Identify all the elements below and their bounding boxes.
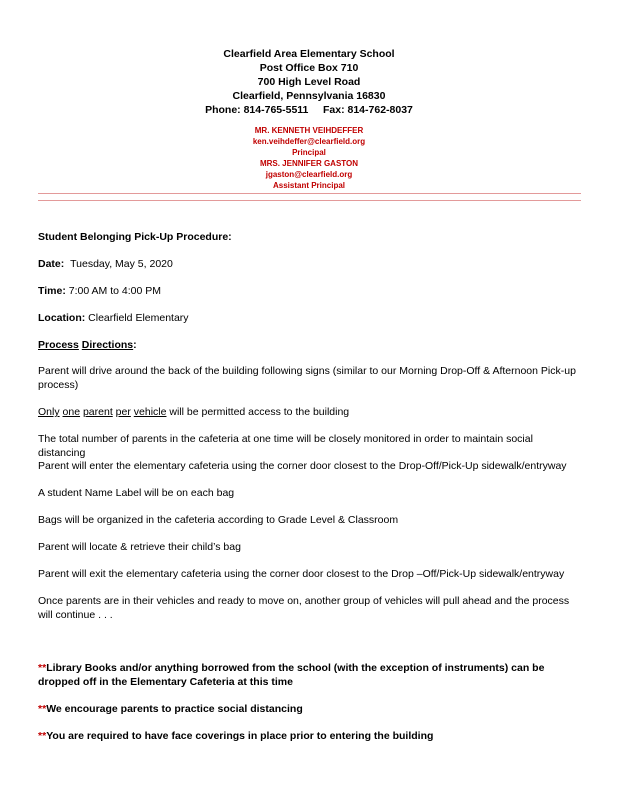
header-divider-bottom [38, 200, 581, 201]
process-word: Process [38, 339, 79, 351]
time-value: 7:00 AM to 4:00 PM [68, 285, 161, 297]
city-state-zip: Clearfield, Pennsylvania 16830 [232, 90, 386, 102]
note-library-text: Library Books and/or anything borrowed from the school (with the exception of instruments) can be dropped off in the Elementary Cafeteria at this time [38, 662, 545, 688]
assistant-principal-title: Assistant Principal [272, 181, 346, 190]
date-value: Tuesday, May 5, 2020 [70, 258, 173, 270]
one-parent-rest: will be permitted access to the building [169, 406, 350, 418]
notice-heading: Student Belonging Pick-Up Procedure: [38, 231, 232, 243]
one-parent-vehicle: vehicle [133, 406, 167, 418]
direction-organized: Bags will be organized in the cafeteria according to Grade Level & Classroom [38, 514, 399, 526]
principal-email: ken.veihdeffer@clearfield.org [252, 137, 366, 146]
principal-name: MR. KENNETH VEIHDEFFER [254, 126, 364, 135]
note-face-coverings [38, 729, 583, 743]
phone-fax-line [0, 103, 618, 117]
direction-exit: Parent will exit the elementary cafeteria using the corner door closest to the Drop –Off/Pick-Up sidewalk/entryway [38, 568, 565, 580]
phone-number: Phone: 814-765-5511 [205, 104, 309, 116]
street-address: 700 High Level Road [257, 76, 361, 88]
direction-one-parent [38, 405, 583, 419]
one-parent-one: one [62, 406, 81, 418]
note-coverings-text: You are required to have face coverings in place prior to entering the building [46, 730, 434, 742]
direction-monitored: The total number of parents in the cafeteria at one time will be closely monitored in order to maintain social distancing [38, 433, 533, 459]
note-marker: ** [38, 730, 47, 742]
direction-name-label: A student Name Label will be on each bag [38, 487, 235, 499]
direction-enter: Parent will enter the elementary cafeteria using the corner door closest to the Drop-Off/Pick-Up sidewalk/entryway [38, 460, 567, 472]
location-value: Clearfield Elementary [88, 312, 189, 324]
location-line [38, 311, 583, 325]
direction-retrieve: Parent will locate & retrieve their child’s bag [38, 541, 241, 553]
direction-drive-around: Parent will drive around the back of the building following signs (similar to our Morning Drop-Off & Afternoon Pick-up process) [38, 365, 576, 391]
date-line [38, 257, 583, 271]
po-box: Post Office Box 710 [259, 62, 359, 74]
note-distancing-text: We encourage parents to practice social distancing [46, 703, 303, 715]
one-parent-per: per [115, 406, 131, 418]
letterhead [0, 47, 618, 117]
note-marker: ** [38, 703, 47, 715]
note-social-distancing [38, 702, 583, 716]
fax-number: Fax: 814-762-8037 [323, 104, 413, 116]
assistant-principal-name: MRS. JENNIFER GASTON [259, 159, 359, 168]
time-label: Time: [38, 285, 66, 297]
direction-continue: Once parents are in their vehicles and ready to move on, another group of vehicles will pull ahead and the process will continue . . . [38, 595, 570, 621]
time-line [38, 284, 583, 298]
date-label: Date: [38, 258, 65, 270]
one-parent-only: Only [38, 406, 60, 418]
note-library-books [38, 661, 583, 689]
principal-block [0, 125, 618, 158]
header-divider-top [38, 193, 581, 194]
process-colon: : [133, 339, 137, 351]
note-marker: ** [38, 662, 47, 674]
location-label: Location: [38, 312, 86, 324]
assistant-principal-email: jgaston@clearfield.org [265, 170, 353, 179]
directions-word: Directions [81, 339, 134, 351]
assistant-principal-block [0, 158, 618, 191]
principal-title: Principal [292, 148, 326, 157]
school-name: Clearfield Area Elementary School [223, 48, 395, 60]
one-parent-parent: parent [82, 406, 113, 418]
process-directions-heading [38, 338, 583, 352]
